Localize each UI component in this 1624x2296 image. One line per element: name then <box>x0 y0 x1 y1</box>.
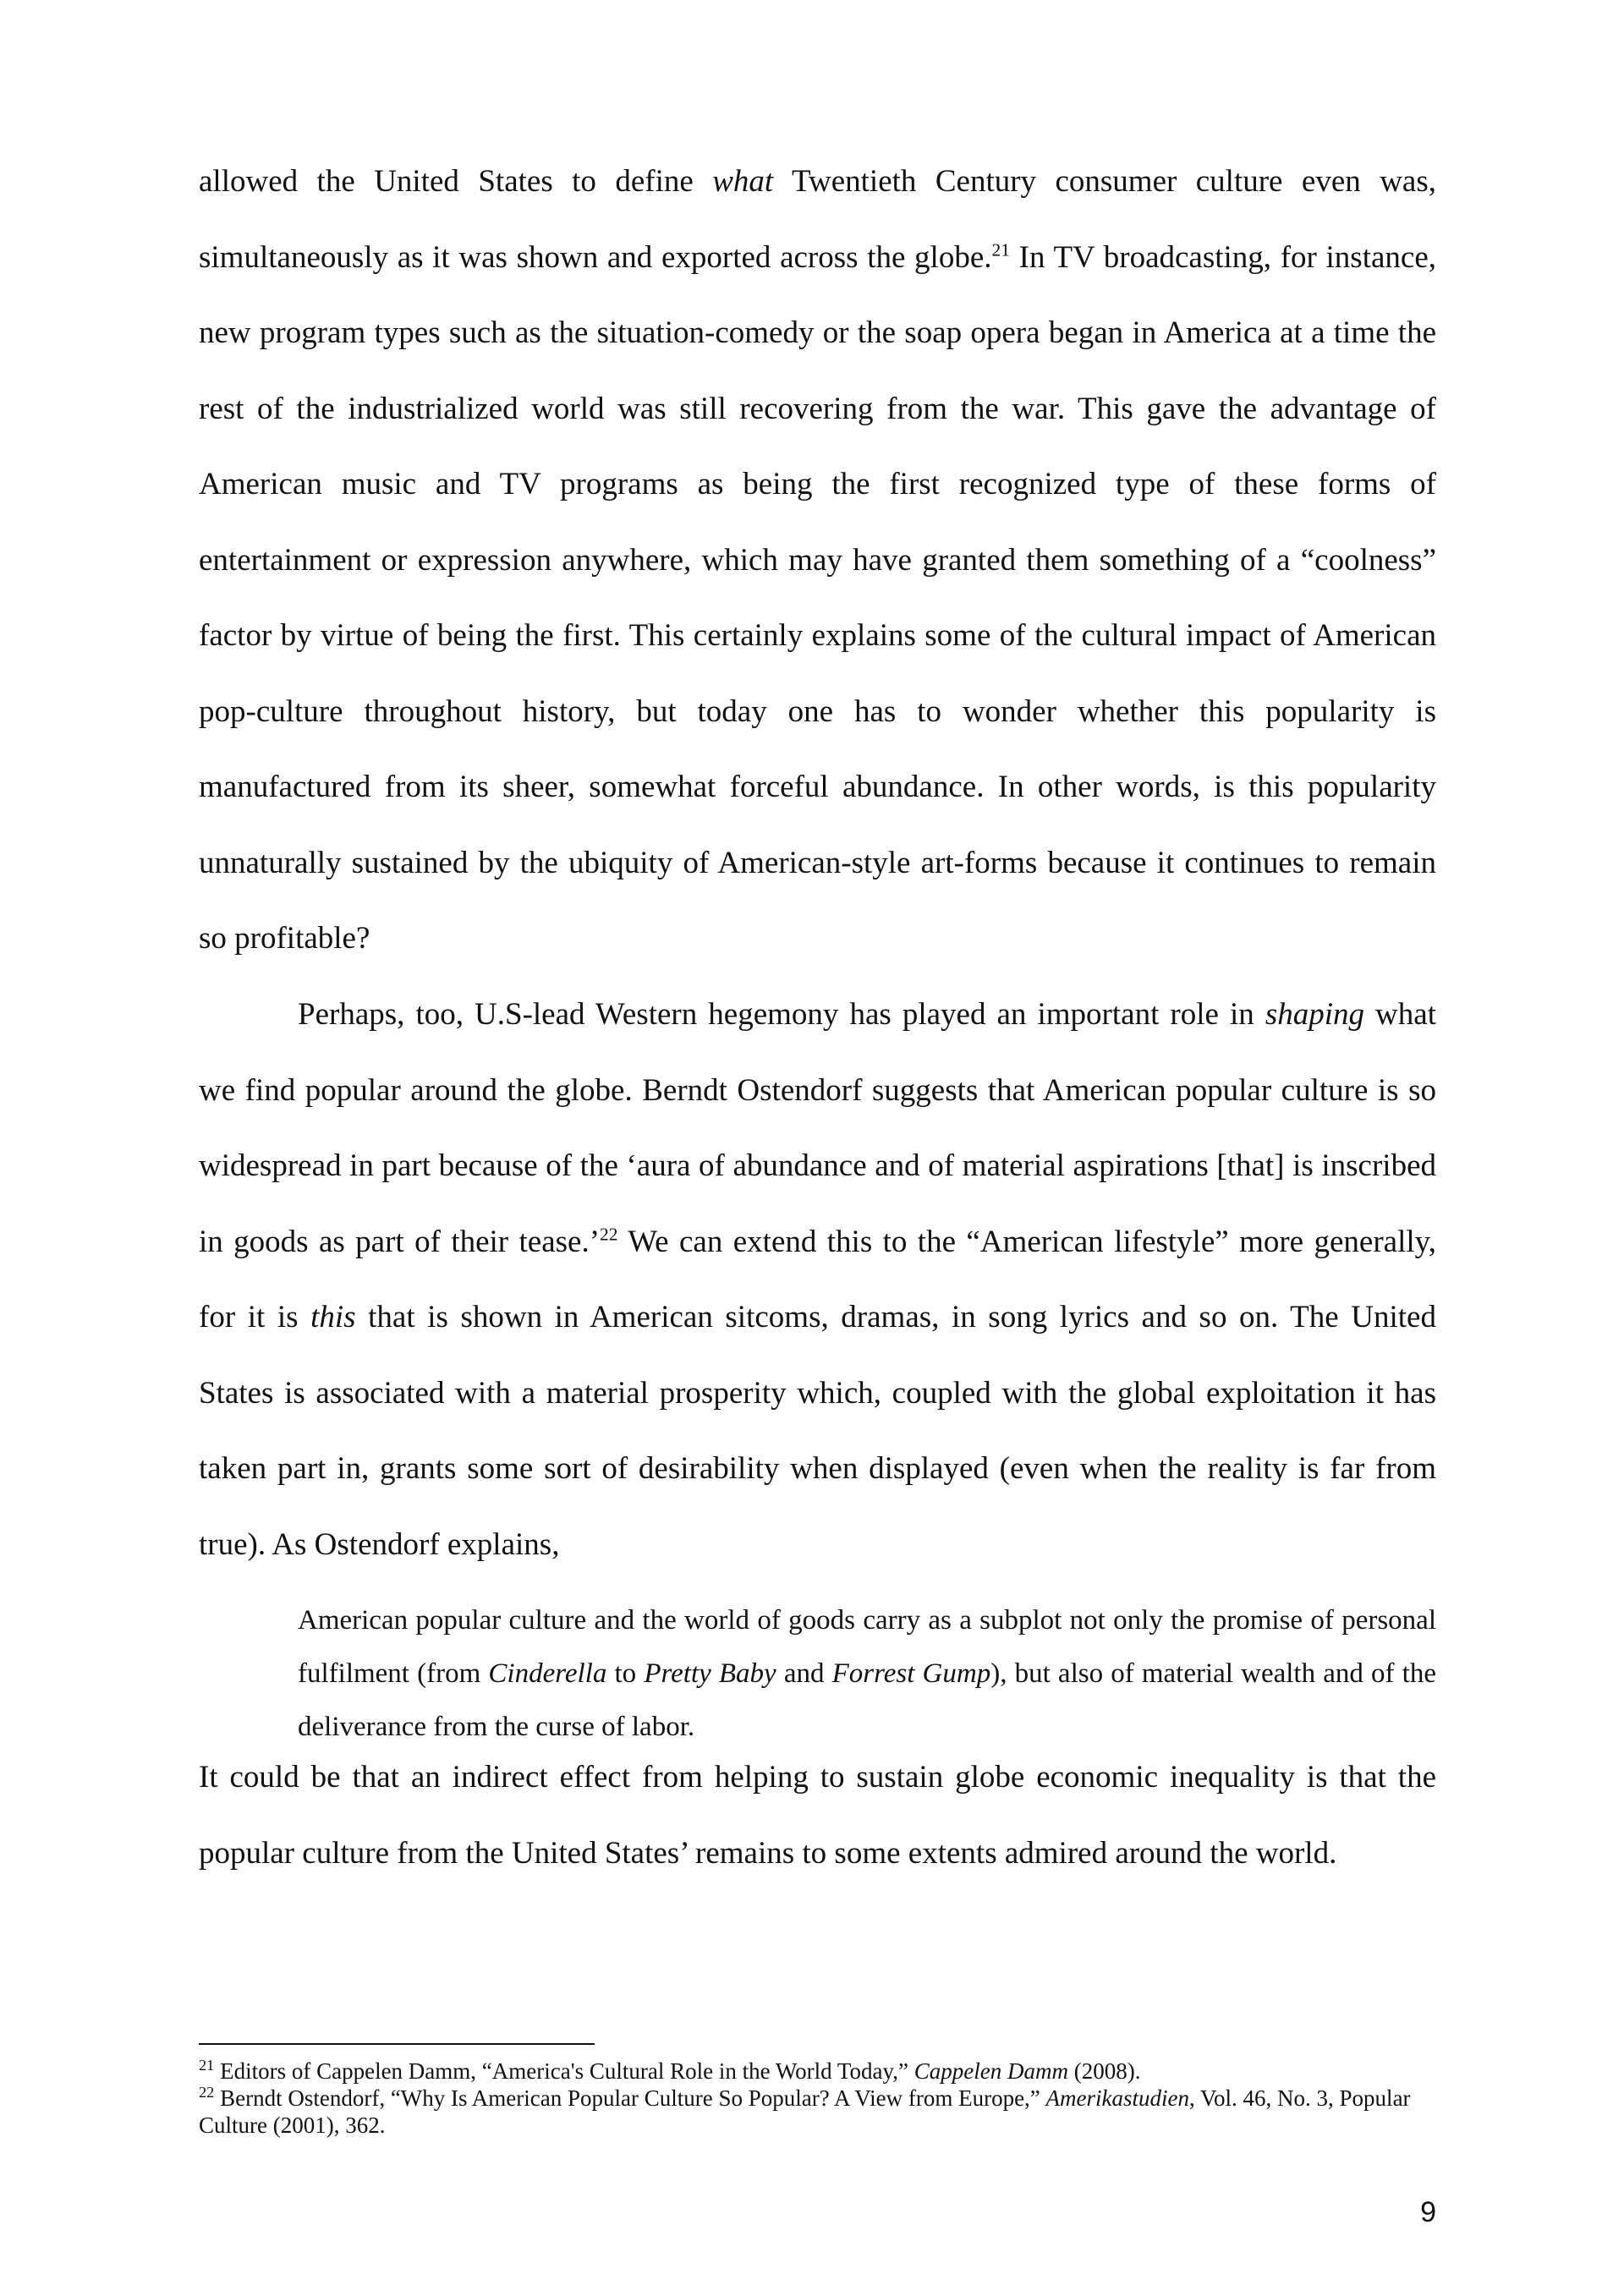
footnotes <box>199 2058 1436 2139</box>
footnote-text: , Vol. 46, No. 3, Popular Culture (2001), 362. <box>199 2085 1411 2138</box>
footnote-text: Editors of Cappelen Damm, “America's Cultural Role in the World Today,” <box>220 2058 914 2084</box>
paragraph-text: that is shown in American sitcoms, dramas, in song lyrics and so on. The United States is associated with a material prosperity which, coupled with the global exploitation it has taken part in, grants some sort of desirability when displayed (even when the reality is far from true). As Ostendorf explains, <box>199 1300 1436 1562</box>
paragraph-text: Perhaps, too, U.S-lead Western hegemony has played an important role in <box>298 997 1265 1032</box>
footnote-separator <box>199 2043 595 2045</box>
footnote-number: 21 <box>199 2057 215 2074</box>
quote-text: to <box>606 1658 645 1689</box>
footnote-number: 22 <box>199 2084 215 2101</box>
emphasis-text: what <box>712 164 774 199</box>
footnote-italic: Amerikastudien <box>1045 2085 1190 2111</box>
block-quote <box>298 1594 1436 1754</box>
footnote-reference: 22 <box>600 1224 618 1245</box>
body-paragraph-1 <box>199 144 1436 977</box>
footnote-reference: 21 <box>991 239 1010 260</box>
footnote-text: (2008). <box>1067 2058 1141 2084</box>
title-italic: Cinderella <box>488 1658 607 1689</box>
footnote-italic: Cappelen Damm <box>914 2058 1068 2084</box>
emphasis-text: this <box>310 1300 356 1334</box>
paragraph-text: allowed the United States to define <box>199 164 713 199</box>
paragraph-text: It could be that an indirect effect from helping to sustain globe economic inequality is that the popular culture from the United States’ remains to some extents admired around the world. <box>199 1760 1436 1871</box>
body-paragraph-2 <box>199 977 1436 1582</box>
title-italic: Forrest Gump <box>831 1658 991 1689</box>
quote-text: and <box>776 1658 832 1689</box>
body-paragraph-3 <box>199 1740 1436 1891</box>
quote-text: American popular culture and the world of goods carry as a subplot not only the promise of personal fulfilment (from <box>298 1605 1436 1689</box>
footnote-22 <box>199 2085 1436 2139</box>
title-italic: Pretty Baby <box>644 1658 776 1689</box>
paragraph-text: what we find popular around the globe. Berndt Ostendorf suggests that American popular culture is so widespread in part because of the ‘aura of abundance and of material aspirations [that] is inscribed in goods as part of their tease.’ <box>199 997 1436 1259</box>
paragraph-text: We can extend this to the “American lifestyle” more generally, for it is <box>199 1224 1436 1334</box>
quote-text: ), but also of material wealth and of the deliverance from the curse of labor. <box>298 1658 1436 1742</box>
paragraph-text: Twentieth Century consumer culture even was, simultaneously as it was shown and exported across the globe. <box>199 164 1436 275</box>
page-number: 9 <box>1420 2196 1436 2228</box>
emphasis-text: shaping <box>1265 997 1364 1032</box>
footnote-21 <box>199 2058 1436 2085</box>
footnote-text: Berndt Ostendorf, “Why Is American Popular Culture So Popular? A View from Europe,” <box>220 2085 1046 2111</box>
paragraph-text: In TV broadcasting, for instance, new program types such as the situation-comedy or the soap opera began in America at a time the rest of the industrialized world was still recovering from the war. This gave the advantage of American music and TV programs as being the first recognized type of these forms of entertainment or expression anywhere, which may have granted them something of a “coolness” factor by virtue of being the first. This certainly explains some of the cultural impact of American pop-culture throughout history, but today one has to wonder whether this popularity is manufactured from its sheer, somewhat forceful abundance. In other words, is this popularity unnaturally sustained by the ubiquity of American-style art-forms because it continues to remain so profitable? <box>199 239 1436 956</box>
